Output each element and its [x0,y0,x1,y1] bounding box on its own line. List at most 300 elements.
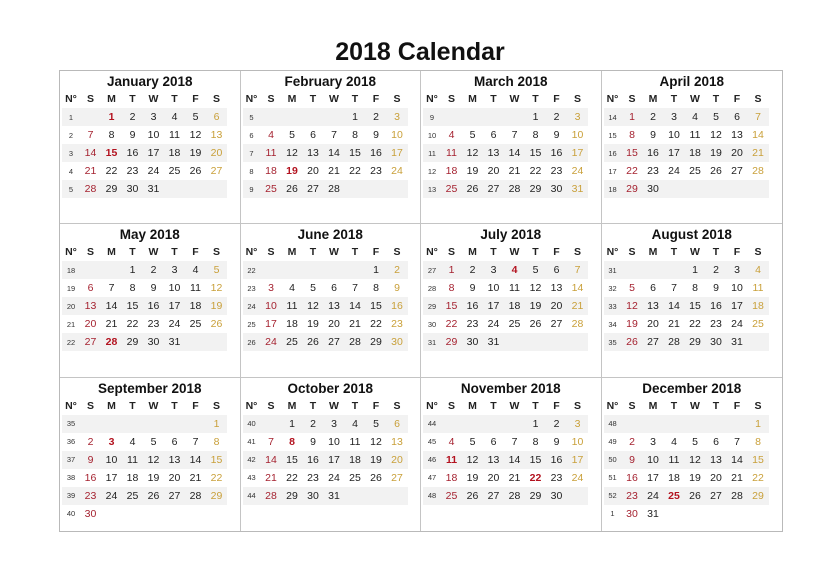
week-number: 20 [62,297,80,315]
weekday-header: T [712,399,720,412]
weekday-header: S [212,399,220,412]
day-cell: 29 [622,180,643,198]
empty-day-cell [748,333,769,351]
day-cell: 12 [282,144,303,162]
empty-day-cell [504,415,525,433]
day-cell: 11 [441,451,462,469]
day-cell: 13 [303,144,324,162]
week-number: 5 [62,180,80,198]
day-cell: 6 [387,415,408,433]
day-cell: 27 [550,318,563,331]
weekday-header: T [351,399,359,412]
week-number: 48 [423,487,441,505]
day-cell: 16 [546,144,567,162]
week-number: 45 [427,437,437,447]
day-cell: 1 [441,261,462,279]
day-cell: 5 [185,108,206,126]
day-cell: 18 [164,144,185,162]
day-cell: 26 [710,165,722,177]
day-cell: 4 [289,282,295,295]
day-cell: 24 [328,471,340,484]
weekday-header: M [287,399,297,412]
day-cell: 12 [685,451,706,469]
day-cell: 15 [525,451,546,469]
day-cell: 29 [685,333,706,351]
empty-day-cell [706,415,727,433]
month-days-grid [243,397,421,505]
day-cell: 23 [647,165,659,177]
week-number: 30 [427,319,437,329]
day-cell: 4 [185,261,206,279]
day-cell: 28 [664,333,685,351]
day-cell: 14 [80,144,101,162]
day-cell: 21 [84,165,97,177]
weekday-header: S [573,246,581,259]
empty-day-cell [282,261,303,279]
month-block [60,378,241,531]
day-cell: 2 [387,261,408,279]
week-number: 9 [243,180,261,198]
weekday-header: S [267,399,275,412]
empty-day-cell [206,333,227,351]
day-cell: 5 [469,129,476,141]
empty-day-cell [483,108,504,126]
day-cell: 16 [546,451,567,469]
day-cell: 8 [373,282,379,295]
week-number: 25 [247,319,256,329]
day-cell: 6 [171,435,178,448]
day-cell: 11 [190,282,201,295]
weekday-header: S [754,399,762,412]
weekday-header: W [329,93,339,105]
day-cell: 1 [282,415,303,433]
week-number: 18 [604,180,622,198]
day-cell: 22 [370,318,382,331]
day-cell: 3 [483,261,504,279]
day-cell: 6 [206,108,227,126]
day-cell: 18 [185,297,206,315]
day-cell: 13 [210,129,223,141]
empty-day-cell [345,261,366,279]
day-cell: 26 [462,180,483,198]
day-cell: 13 [391,435,403,448]
day-cell: 9 [469,282,476,295]
day-cell: 20 [546,297,567,315]
day-cell: 4 [129,435,136,448]
day-cell: 30 [122,180,143,198]
day-cell: 17 [265,318,277,331]
day-cell: 4 [685,108,706,126]
month-days-grid [62,243,240,351]
day-cell: 13 [483,451,504,469]
month-title: October 2018 [287,380,374,396]
week-number: 8 [249,166,254,176]
weekday-header: T [351,246,359,259]
weekday-header: S [212,246,220,259]
day-cell: 26 [282,180,303,198]
weekday-header: T [171,93,178,105]
empty-day-cell [80,415,101,433]
day-cell: 9 [129,129,136,141]
day-cell: 18 [668,471,680,484]
weekday-header: T [712,93,720,105]
day-cell: 18 [445,165,458,177]
week-number: 18 [62,261,80,279]
empty-day-cell [664,415,685,433]
day-cell: 10 [101,451,122,469]
weekday-header: F [192,93,199,105]
day-cell: 14 [324,144,345,162]
empty-day-cell [727,415,748,433]
day-cell: 26 [462,487,483,505]
year-calendar-grid [59,70,783,532]
day-cell: 2 [122,108,143,126]
weekday-header: T [309,399,317,412]
day-cell: 23 [391,318,403,331]
day-cell: 2 [303,415,324,433]
week-number: 16 [604,144,622,162]
day-cell: 14 [504,144,525,162]
week-number-header: N° [606,93,619,105]
empty-day-cell [206,180,227,198]
weekday-header: S [267,246,275,259]
empty-day-cell [525,333,546,351]
day-cell: 7 [268,435,274,448]
day-cell: 7 [511,435,518,448]
weekday-header: F [553,246,560,259]
month-days-grid [423,243,601,351]
day-cell: 20 [487,165,500,177]
day-cell: 20 [328,318,340,331]
month-block [421,378,602,531]
weekday-header: F [733,93,741,105]
empty-day-cell [366,487,387,505]
day-cell: 4 [748,261,769,279]
empty-day-cell [748,180,769,198]
weekday-header: S [573,399,581,412]
day-cell: 31 [483,333,504,351]
day-cell: 29 [748,487,769,505]
day-cell: 27 [210,165,223,177]
day-cell: 24 [168,318,181,331]
empty-day-cell [345,487,366,505]
day-cell: 7 [734,435,740,448]
day-cell: 4 [448,129,455,141]
week-number: 12 [427,166,437,176]
weekday-header: S [86,399,94,412]
day-cell: 3 [324,415,345,433]
day-cell: 25 [349,471,361,484]
day-cell: 16 [366,144,387,162]
day-cell: 22 [529,471,542,484]
day-cell: 28 [504,180,525,198]
day-cell: 16 [626,471,638,484]
empty-day-cell [546,333,567,351]
week-number: 19 [66,283,76,293]
day-cell: 25 [508,318,521,331]
empty-day-cell [303,261,324,279]
day-cell: 4 [345,415,366,433]
empty-day-cell [122,505,143,523]
empty-day-cell [387,487,408,505]
day-cell: 14 [504,451,525,469]
weekday-header: M [648,93,658,105]
week-number: 44 [423,415,441,433]
day-cell: 3 [727,261,748,279]
weekday-header: F [192,399,199,412]
day-cell: 18 [504,297,525,315]
week-number-header: N° [245,399,258,412]
month-title: July 2018 [480,227,542,243]
day-cell: 27 [643,333,664,351]
weekday-header: F [553,93,560,105]
day-cell: 25 [441,487,462,505]
day-cell: 23 [147,318,160,331]
day-cell: 10 [668,129,680,141]
day-cell: 27 [391,471,403,484]
day-cell: 5 [629,282,635,295]
day-cell: 28 [261,487,282,505]
day-cell: 28 [752,165,764,177]
weekday-header: S [393,93,401,105]
day-cell: 24 [391,165,403,177]
day-cell: 15 [622,144,643,162]
week-number: 1 [610,509,615,519]
day-cell: 26 [189,165,202,177]
weekday-header: W [690,93,700,105]
day-cell: 3 [650,435,656,448]
empty-day-cell [345,180,366,198]
week-number: 42 [243,451,261,469]
day-cell: 19 [147,471,160,484]
week-number: 41 [247,437,256,447]
week-number: 40 [243,415,261,433]
day-cell: 3 [108,435,115,448]
empty-day-cell [664,505,685,523]
weekday-header: W [148,399,159,412]
week-number: 31 [604,261,622,279]
week-number-header: N° [606,246,619,259]
day-cell: 6 [490,435,497,448]
empty-day-cell [685,180,706,198]
day-cell: 13 [324,297,345,315]
day-cell: 3 [164,261,185,279]
week-number: 37 [62,451,80,469]
month-title: April 2018 [659,74,725,89]
weekday-header: M [107,246,116,259]
day-cell: 21 [328,165,340,177]
day-cell: 22 [126,318,139,331]
day-cell: 6 [727,108,748,126]
day-cell: 7 [511,129,518,141]
day-cell: 15 [441,297,462,315]
empty-day-cell [366,180,387,198]
week-number-header: N° [245,93,258,105]
day-cell: 17 [105,471,118,484]
day-cell: 23 [307,471,319,484]
day-cell: 3 [143,108,164,126]
day-cell: 15 [206,451,227,469]
empty-day-cell [387,180,408,198]
day-cell: 10 [147,129,160,141]
day-cell: 18 [445,471,458,484]
empty-day-cell [261,108,282,126]
day-cell: 20 [487,471,500,484]
day-cell: 7 [87,129,94,141]
day-cell: 21 [731,471,743,484]
month-title: December 2018 [642,380,742,396]
day-cell: 23 [710,318,722,331]
weekday-header: M [107,399,116,412]
day-cell: 29 [206,487,227,505]
day-cell: 19 [206,297,227,315]
day-cell: 1 [622,108,643,126]
week-number: 51 [608,473,617,483]
week-number: 29 [423,297,441,315]
day-cell: 18 [685,144,706,162]
day-cell: 26 [529,318,542,331]
week-number: 48 [604,415,622,433]
week-number: 38 [66,473,76,483]
day-cell: 26 [143,487,164,505]
month-days-grid [604,397,783,523]
month-block [421,224,602,377]
empty-day-cell [185,415,206,433]
week-number: 43 [247,473,256,483]
day-cell: 10 [643,451,664,469]
month-block [602,71,783,224]
day-cell: 4 [268,129,274,141]
day-cell: 26 [210,318,223,331]
day-cell: 16 [303,451,324,469]
weekday-header: W [690,246,700,259]
weekday-header: T [532,246,539,259]
day-cell: 22 [626,165,638,177]
day-cell: 24 [731,318,743,331]
week-number: 28 [427,283,437,293]
day-cell: 28 [345,333,366,351]
day-cell: 7 [331,129,337,141]
weekday-header: W [329,246,339,259]
day-cell: 19 [706,144,727,162]
day-cell: 11 [689,129,701,141]
empty-day-cell [622,261,643,279]
day-cell: 10 [328,435,340,448]
empty-day-cell [261,415,282,433]
day-cell: 6 [490,129,497,141]
day-cell: 25 [282,333,303,351]
day-cell: 4 [448,435,455,448]
day-cell: 21 [567,297,588,315]
empty-day-cell [643,415,664,433]
day-cell: 23 [550,471,563,484]
day-cell: 9 [373,129,379,141]
weekday-header: M [468,246,477,259]
day-cell: 25 [122,487,143,505]
day-cell: 19 [185,144,206,162]
day-cell: 6 [650,282,656,295]
weekday-header: F [372,93,380,105]
day-cell: 25 [752,318,764,331]
day-cell: 12 [529,282,542,295]
weekday-header: W [509,399,520,412]
week-number-header: N° [245,246,258,259]
day-cell: 9 [150,282,157,295]
empty-day-cell [622,415,643,433]
day-cell: 22 [286,471,298,484]
month-title: November 2018 [460,380,561,396]
week-number: 11 [423,144,441,162]
day-cell: 5 [525,261,546,279]
day-cell: 30 [643,180,664,198]
day-cell: 4 [504,261,525,279]
month-block [602,378,783,531]
weekday-header: S [628,399,636,412]
day-cell: 12 [210,282,223,295]
month-title: June 2018 [297,227,363,243]
day-cell: 26 [303,333,324,351]
day-cell: 19 [286,165,298,177]
day-cell: 17 [727,297,748,315]
day-cell: 1 [206,415,227,433]
day-cell: 30 [546,180,567,198]
empty-day-cell [143,415,164,433]
day-cell: 13 [643,297,664,315]
day-cell: 8 [289,435,295,448]
day-cell: 28 [571,318,584,331]
empty-day-cell [441,108,462,126]
day-cell: 22 [105,165,118,177]
month-days-grid [62,397,240,523]
day-cell: 11 [752,282,764,295]
day-cell: 9 [553,129,560,141]
day-cell: 13 [483,144,504,162]
day-cell: 31 [567,180,588,198]
day-cell: 15 [345,144,366,162]
empty-day-cell [727,180,748,198]
week-number-header: N° [65,93,77,105]
week-number: 22 [62,333,80,351]
day-cell: 29 [101,180,122,198]
day-cell: 22 [529,165,542,177]
empty-day-cell [143,505,164,523]
day-cell: 30 [84,507,97,520]
day-cell: 14 [571,282,584,295]
day-cell: 29 [525,487,546,505]
day-cell: 15 [122,297,143,315]
day-cell: 4 [671,435,677,448]
day-cell: 24 [643,487,664,505]
calendar-title: 2018 Calendar [335,38,505,66]
day-cell: 9 [80,451,101,469]
day-cell: 8 [352,129,358,141]
empty-day-cell [685,415,706,433]
day-cell: 13 [80,297,101,315]
day-cell: 30 [143,333,164,351]
day-cell: 26 [370,471,382,484]
day-cell: 14 [345,297,366,315]
week-number: 52 [604,487,622,505]
day-cell: 6 [331,282,337,295]
day-cell: 1 [525,415,546,433]
day-cell: 19 [466,165,479,177]
day-cell: 8 [629,129,635,141]
day-cell: 28 [324,180,345,198]
day-cell: 31 [727,333,748,351]
day-cell: 11 [349,435,361,448]
day-cell: 5 [289,129,295,141]
week-number: 35 [604,333,622,351]
